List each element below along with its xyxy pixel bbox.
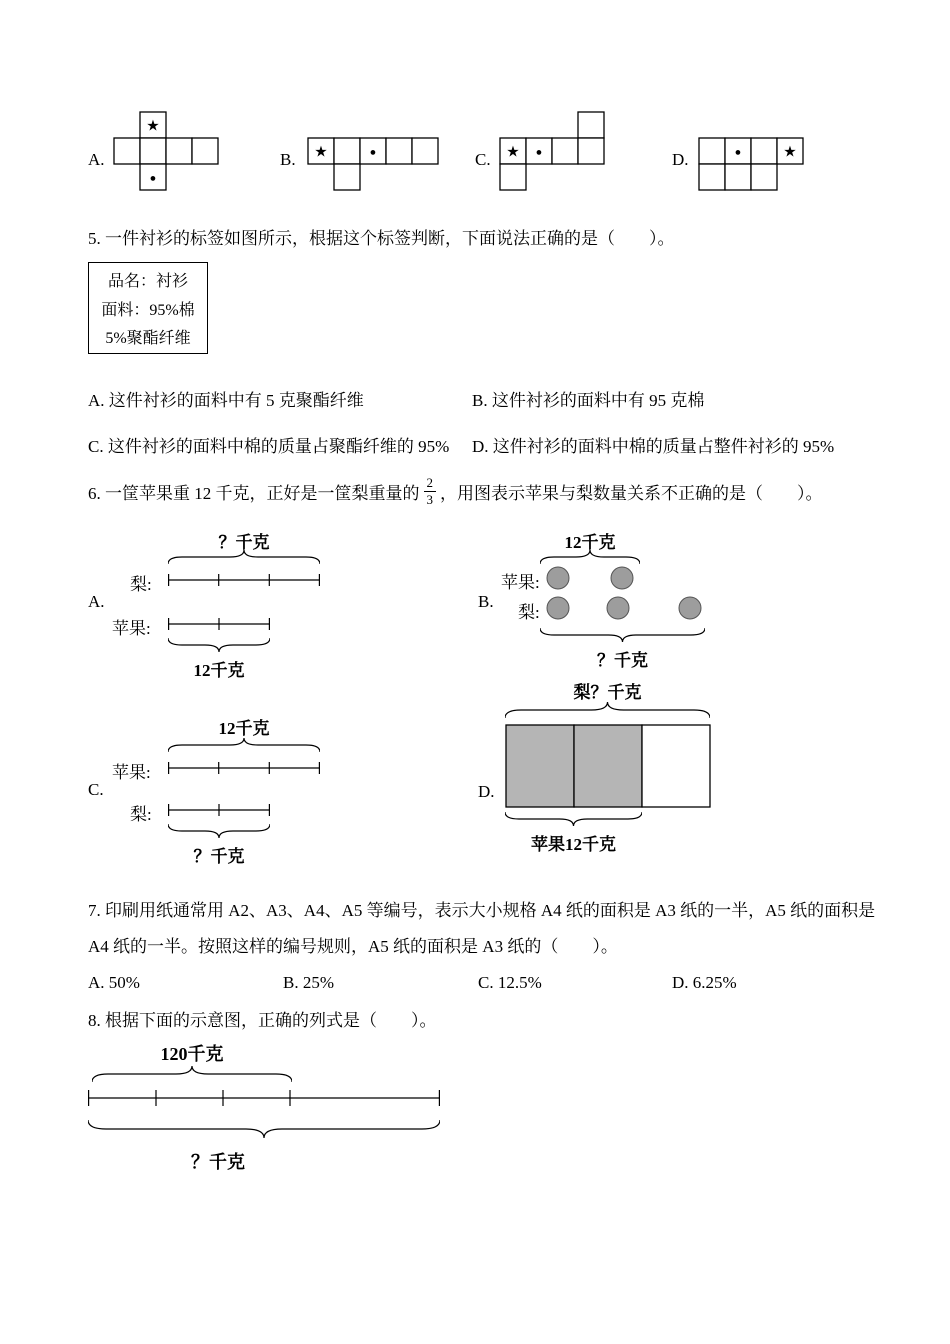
q6-a-bottom-label: 12千克: [193, 661, 245, 680]
q7-stem-line1: 7. 印刷用纸通常用 A2、A3、A4、A5 等编号，表示大小规格 A4 纸的面积是 A3 纸的一半，A5 纸的面积是: [88, 901, 876, 920]
q6-b-over-brace: [540, 550, 640, 564]
q6-stem-before: 6. 一筐苹果重 12 千克，正好是一筐梨重量的: [88, 483, 420, 503]
circle-icon: ●: [535, 146, 543, 159]
q8-over-brace: [92, 1066, 292, 1082]
circle-icon: ●: [149, 172, 157, 185]
star-icon: ★: [506, 144, 520, 161]
q6-a-row2-label: 苹果:: [112, 619, 151, 638]
q4-net-b-figure: [307, 137, 440, 192]
q4-net-a-figure: [113, 111, 220, 192]
q5-option-b: B. 这件衬衫的面料中有 95 克棉: [472, 391, 705, 410]
q8-bar-line: [88, 1088, 440, 1108]
q8-bottom-label: ？千克: [191, 1152, 245, 1172]
q6-d-over-brace: [505, 702, 710, 718]
q6-a-under-brace: [168, 638, 270, 652]
q6-diagram-c-label: C.: [88, 780, 104, 799]
q6-b-bottom-label: ？千克: [597, 651, 648, 670]
q6-c-bottom-label: ？千克: [193, 847, 245, 866]
star-icon: ★: [146, 118, 160, 135]
q4-option-a-label: A.: [88, 150, 105, 169]
q6-d-bar-figure: [505, 724, 712, 808]
q5-option-c: C. 这件衬衫的面料中棉的质量占聚酯纤维的 95%: [88, 437, 450, 456]
q5-tag-line2: 面料：95%棉: [101, 301, 195, 319]
q5-option-d: D. 这件衬衫的面料中棉的质量占整件衬衫的 95%: [472, 437, 835, 456]
q7-option-c: C. 12.5%: [478, 973, 542, 992]
q7-option-d: D. 6.25%: [672, 973, 737, 992]
q4-option-b-label: B.: [280, 150, 296, 169]
q7-option-b: B. 25%: [283, 973, 334, 992]
q6-b-row2-label: 梨:: [518, 603, 540, 622]
q6-c-row1-label: 苹果:: [112, 763, 151, 782]
q6-stem-after: ，用图表示苹果与梨数量关系不正确的是（ ）。: [440, 483, 823, 503]
circle-icon: ●: [734, 146, 742, 159]
fraction-denominator: 3: [426, 491, 433, 507]
q7-stem-line2: A4 纸的一半。按照这样的编号规则，A5 纸的面积是 A3 纸的（ ）。: [88, 937, 618, 956]
q5-option-a: A. 这件衬衫的面料中有 5 克聚酯纤维: [88, 391, 364, 410]
q6-b-circles-figure: [540, 564, 710, 622]
circle-icon: ●: [369, 146, 377, 159]
star-icon: ★: [783, 144, 797, 161]
q6-c-top-label: 12千克: [218, 719, 270, 738]
q6-stem: [88, 470, 823, 512]
q5-shirt-tag-figure: [88, 262, 208, 354]
q4-option-c-label: C.: [475, 150, 491, 169]
q6-diagram-a-label: A.: [88, 592, 105, 611]
q6-c-under-brace: [168, 824, 270, 838]
star-icon: ★: [314, 144, 328, 161]
q4-net-c-figure: [499, 111, 606, 192]
q5-tag-line1: 品名：衬衫: [107, 273, 188, 291]
q7-option-a: A. 50%: [88, 973, 140, 992]
q6-c-pear-line: [168, 802, 270, 818]
q5-tag-line3: 5%聚酯纤维: [105, 329, 191, 347]
q6-b-row1-label: 苹果:: [501, 573, 540, 592]
q6-a-over-brace: [168, 550, 320, 564]
q6-d-under-brace: [505, 812, 642, 826]
q8-under-brace: [88, 1120, 440, 1138]
q6-c-apple-line: [168, 760, 320, 776]
q6-diagram-b-label: B.: [478, 592, 494, 611]
fraction-numerator: 2: [424, 476, 437, 492]
q6-d-top-label: 梨？千克: [573, 683, 642, 702]
q6-c-row2-label: 梨:: [130, 805, 152, 824]
q6-fraction: [424, 476, 437, 506]
q6-a-pear-line: [168, 572, 320, 588]
q6-b-under-brace: [540, 628, 705, 642]
q8-stem: 8. 根据下面的示意图，正确的列式是（ ）。: [88, 1011, 437, 1030]
q6-a-apple-line: [168, 616, 270, 632]
q4-net-d-figure: [698, 137, 805, 192]
q6-a-row1-label: 梨:: [130, 575, 152, 594]
q6-diagram-d-label: D.: [478, 782, 495, 801]
q6-d-bottom-label: 苹果12千克: [531, 835, 616, 854]
q5-stem: 5. 一件衬衫的标签如图所示，根据这个标签判断，下面说法正确的是（ ）。: [88, 229, 675, 248]
q4-option-d-label: D.: [672, 150, 689, 169]
q6-a-top-label: ？千克: [218, 533, 270, 552]
q6-c-over-brace: [168, 738, 320, 752]
q8-top-label: 120千克: [160, 1044, 224, 1064]
q6-b-top-label: 12千克: [564, 533, 616, 552]
